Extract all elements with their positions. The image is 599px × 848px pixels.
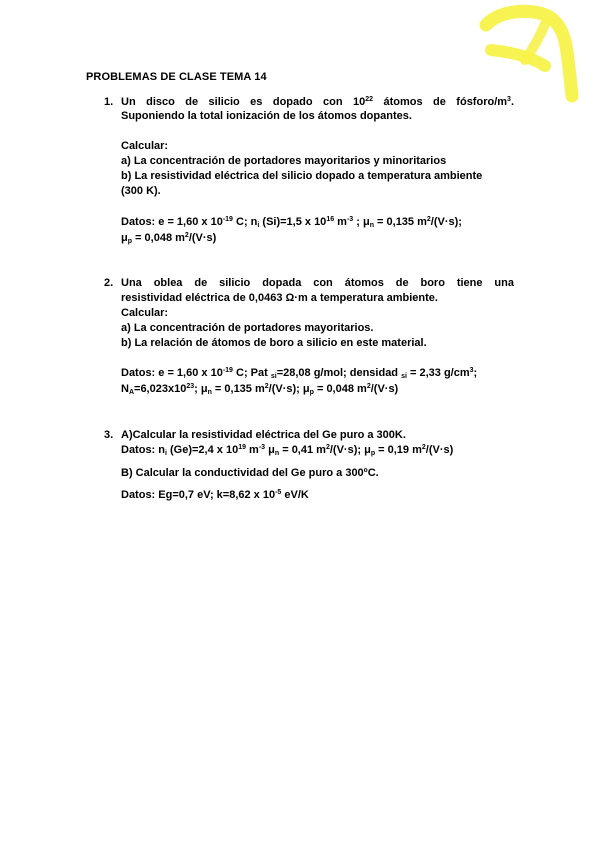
problem-1-number: 1.: [104, 96, 114, 108]
problem-1-intro-line1: Un disco de silicio es dopado con $10^{22}$ átomos de fósforo/$m^3$.: [121, 96, 514, 108]
problem-3-part-b: B) Calcular la conductividad del Ge puro a 300ºC.: [121, 467, 379, 479]
problem-2-line2: resistividad eléctrica de 0,0463 Ω·m a temperatura ambiente.: [121, 292, 438, 304]
problem-1-datos-line1: Datos: e = 1,60 x $10^{-19}$ C; $n_i$ (Si)=1,5 x $10^{16}$ $m^{-3}$ ; $\mu_n = 0,135$ $m^2/(V\cdot s)$;: [121, 216, 462, 229]
problem-1-intro-line2: Suponiendo la total ionización de los átomos dopantes.: [121, 110, 412, 122]
problem-2-calcular-label: Calcular:: [121, 307, 169, 319]
page-title: PROBLEMAS DE CLASE TEMA 14: [86, 71, 267, 83]
problem-1-item-b-cont: (300 K).: [121, 185, 161, 197]
problem-2-number: 2.: [104, 277, 114, 289]
problem-1-item-b: b) La resistividad eléctrica del silicio dopado a temperatura ambiente: [121, 170, 483, 182]
problem-2-datos-line1: Datos: e = 1,60 x $10^{-19}$ C; Pat $_{si}$=28,08 g/mol; densidad $_{si}$ = 2,33 $g/cm^3$;: [121, 367, 478, 380]
problem-3-datos-b: Datos: Eg=0,7 eV; k=8,62 x $10^{-5}$ eV/K: [121, 489, 309, 501]
problem-3-datos-a: Datos: $n_i$ (Ge)=2,4 x $10^{19}$ $m^{-3}$ $\mu_n = 0,41$ $m^2/(V\cdot s)$; $\mu_p = 0,19$ $m^2/(V\cdot s)$: [121, 444, 454, 457]
problem-2-datos-line2: $N_A=6,023x10^{23}$; $\mu_n = 0,135$ $m^2/(V\cdot s)$; $\mu_p = 0,048$ $m^2/(V\cdot s)$: [121, 383, 399, 396]
problem-2-item-a: a) La concentración de portadores mayoritarios.: [121, 322, 374, 334]
problem-1-item-a: a) La concentración de portadores mayoritarios y minoritarios: [121, 155, 447, 167]
problem-3-number: 3.: [104, 429, 114, 441]
problem-2-item-b: b) La relación de átomos de boro a silicio en este material.: [121, 337, 427, 349]
problem-3-part-a: A)Calcular la resistividad eléctrica del Ge puro a 300K.: [121, 429, 406, 441]
problem-1-datos-line2: $\mu_p = 0,048$ $m^2/(V\cdot s)$: [121, 232, 217, 245]
problem-2-line1: Una oblea de silicio dopada con átomos de boro tiene una: [121, 277, 514, 289]
problem-1-calcular-label: Calcular:: [121, 140, 169, 152]
